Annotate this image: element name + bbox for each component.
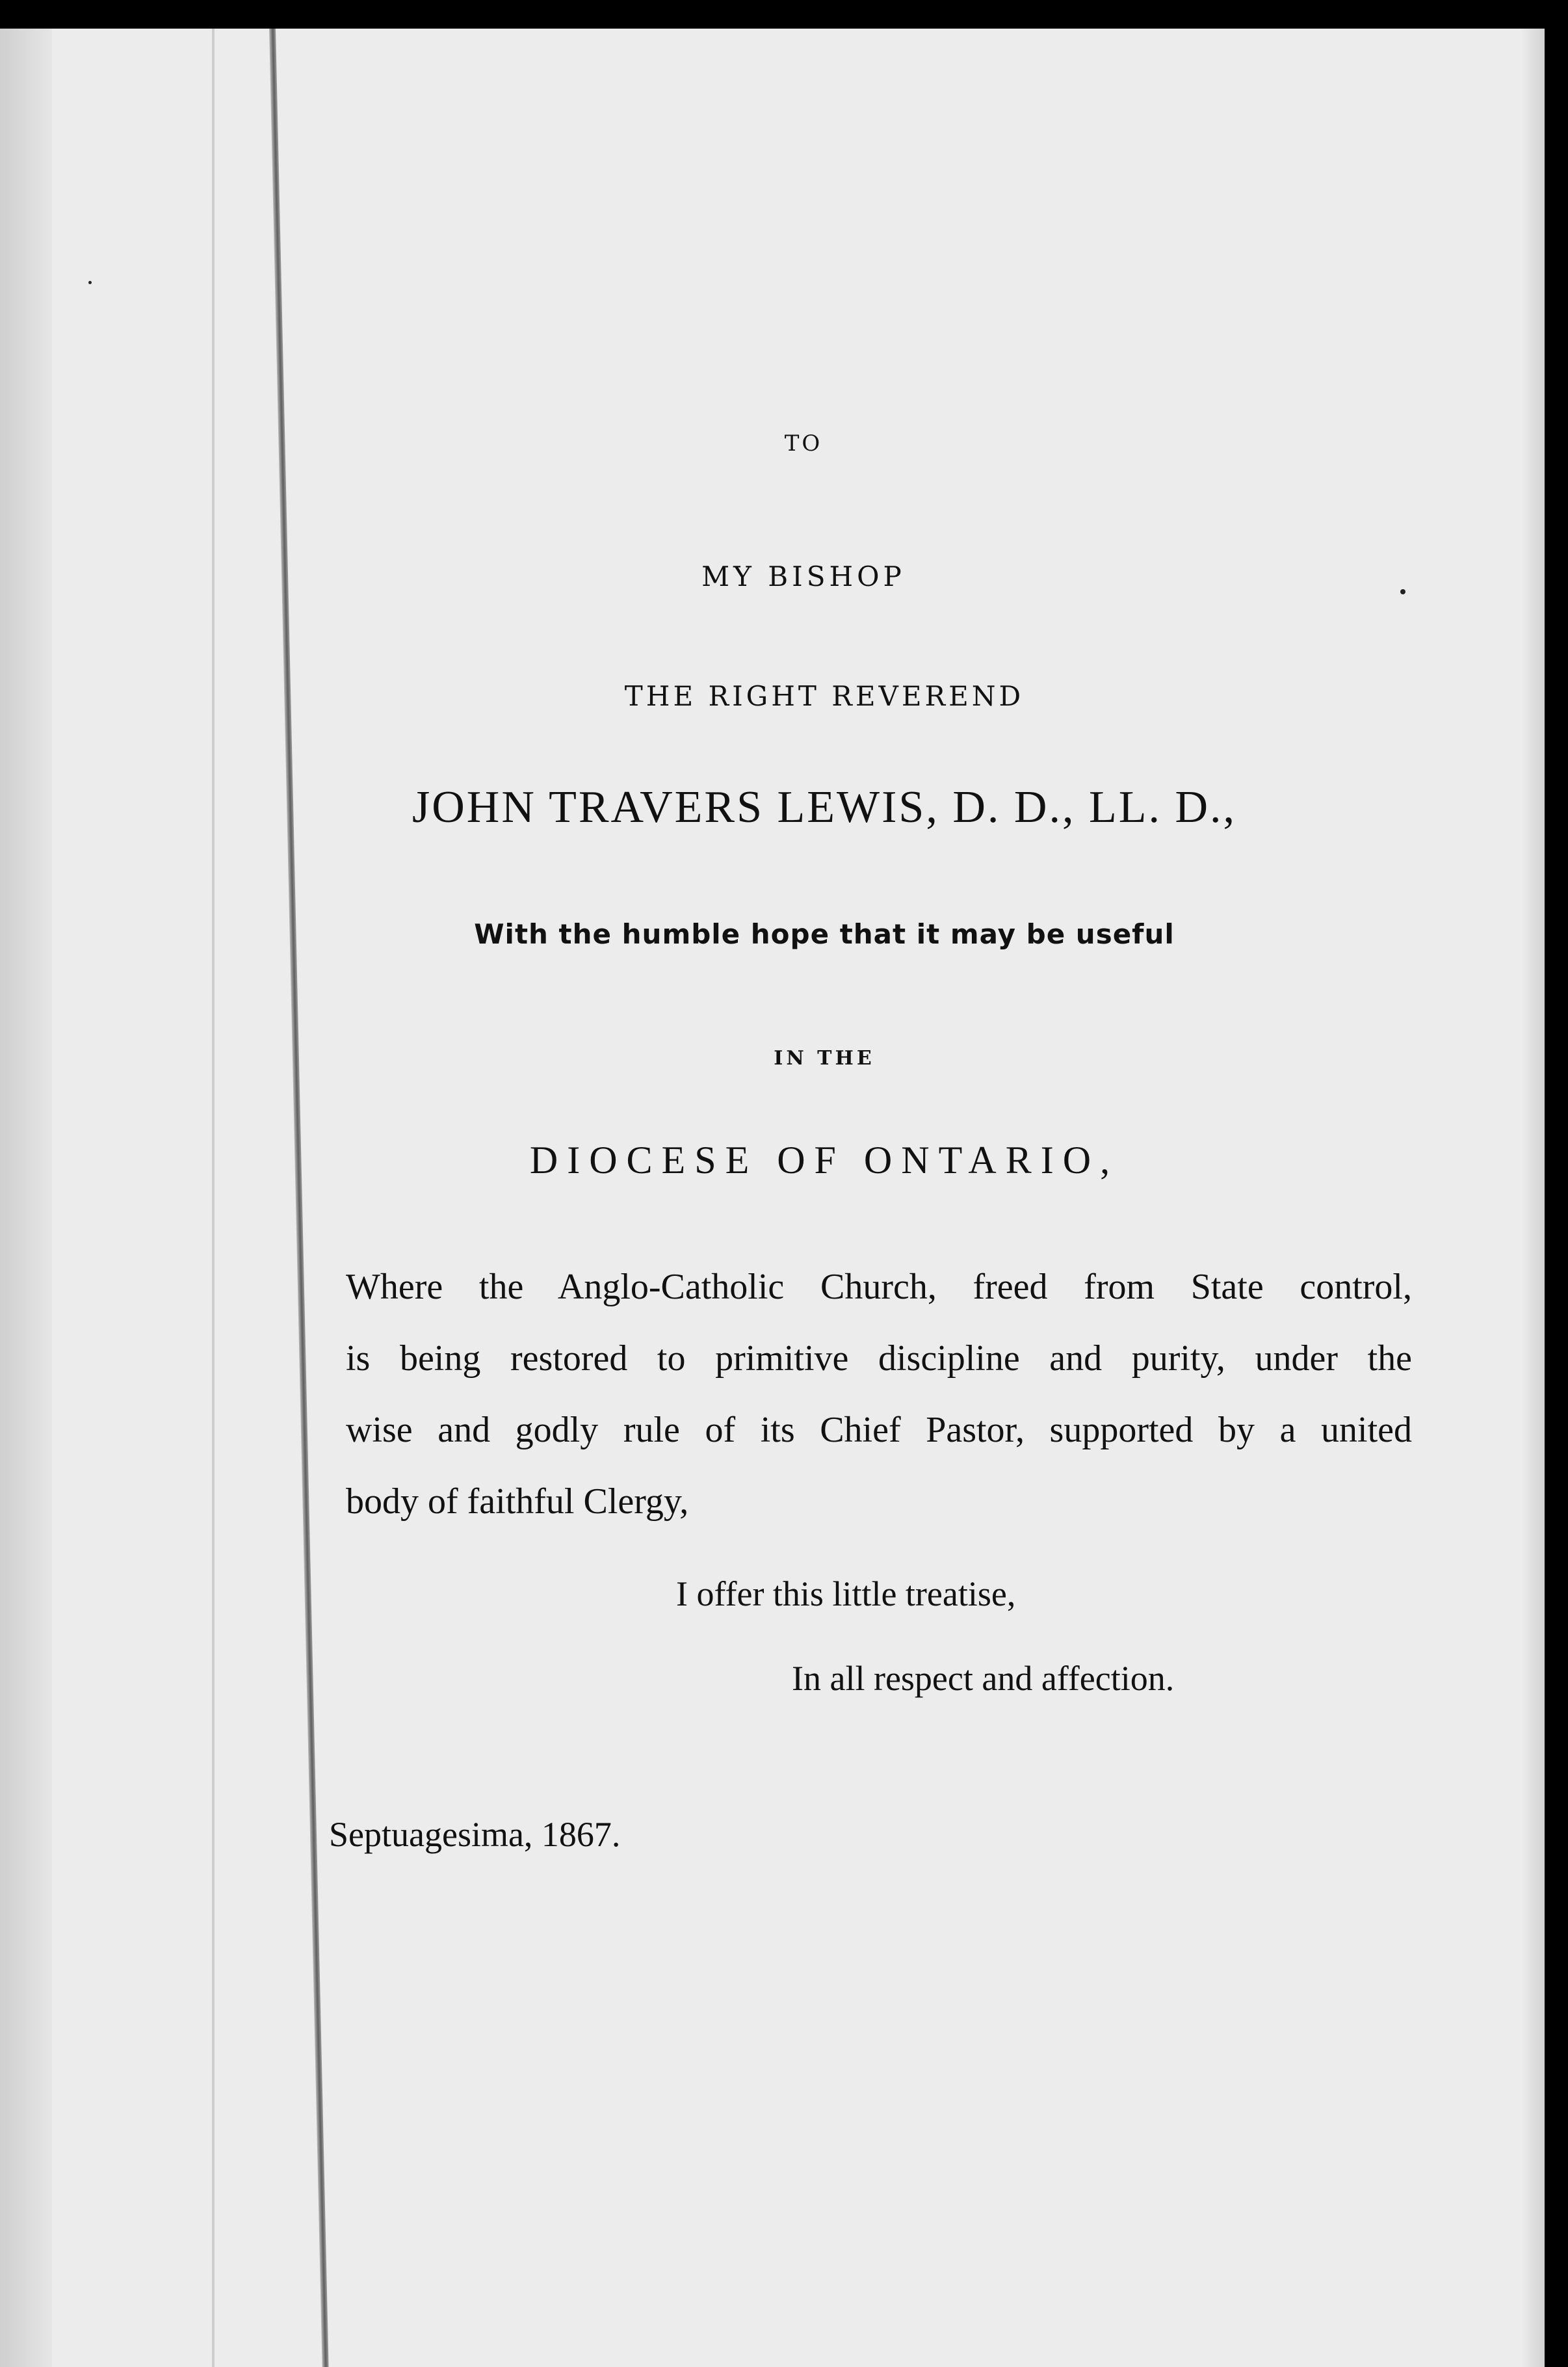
dedication-right-reverend: THE RIGHT REVEREND [624,680,1025,712]
paper-page [0,29,1545,2367]
binding-shadow [0,29,52,2367]
gutter-fold-line [269,29,329,2367]
dedication-offer: I offer this little treatise, [676,1574,1016,1613]
dedication-my-bishop: MY BISHOP [701,561,906,592]
dedicatee-name: JOHN TRAVERS LEWIS, D. D., LL. D., [412,782,1237,832]
dedication-hope: With the humble hope that it may be useful [474,918,1175,950]
page-edge-shadow [1521,29,1545,2367]
gutter-faint-line [212,29,215,2367]
paragraph-line: Where the Anglo-Catholic Church, freed from State control, [346,1267,1412,1307]
dedication-to: TO [784,430,823,456]
ink-speck [88,281,92,284]
dedication-paragraph [346,1251,1412,1537]
dedication-closing: In all respect and affection. [792,1659,1175,1698]
paragraph-line: wise and godly rule of its Chief Pastor, supported by a united [346,1410,1412,1450]
paragraph-line: body of faithful Clergy, [346,1481,689,1522]
dedication-in-the: IN THE [774,1047,875,1070]
diocese-heading: DIOCESE OF ONTARIO, [529,1139,1119,1182]
paragraph-line: is being restored to primitive discipline and purity, under the [346,1338,1412,1379]
dedication-date: Septuagesima, 1867. [329,1815,621,1854]
